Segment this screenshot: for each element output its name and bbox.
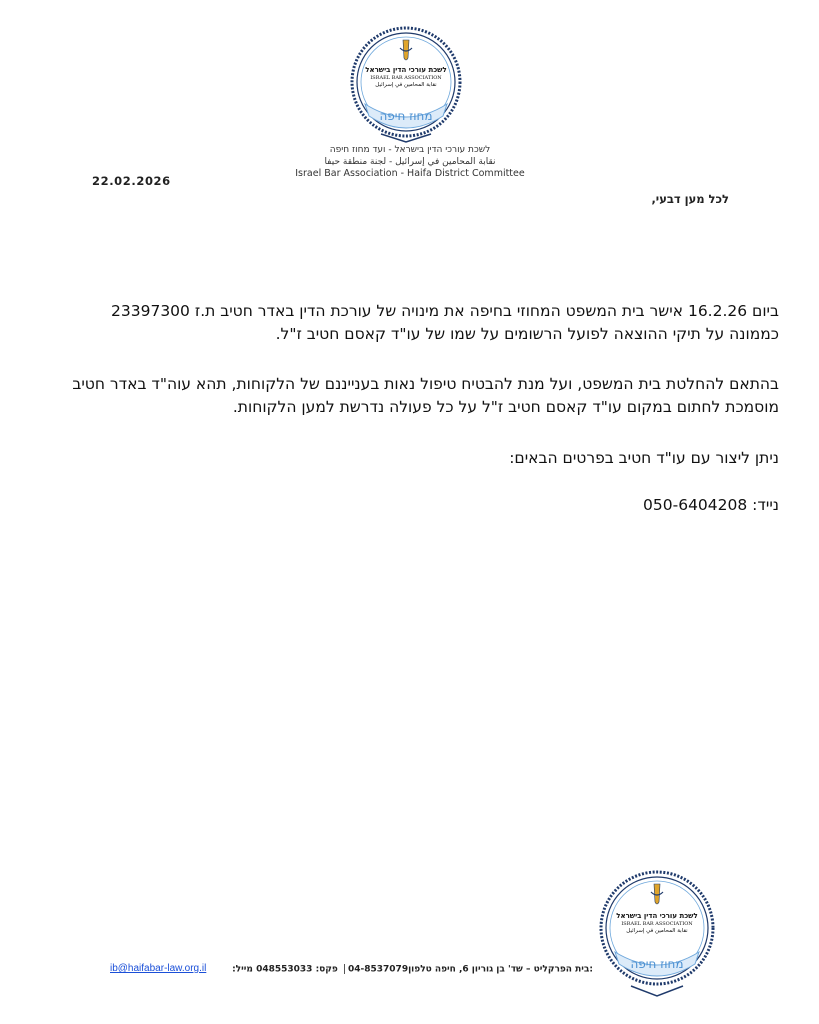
seal-hebrew-text: לשכת עורכי הדין בישראל [365, 66, 447, 74]
paragraph-line: נייד: 050-6404208 [643, 496, 779, 514]
bar-association-seal-logo [343, 24, 469, 144]
paragraph-appointment [29, 300, 779, 346]
paragraph-line: בהתאם להחלטת בית המשפט, ועל מנת להבטיח טיפול נאות בענייננם של הלקוחות, תהא עוה"ד באדר חטיב [72, 375, 779, 393]
paragraph-line: מוסמכת לחתום במקום עו"ד קאסם חטיב ז"ל על כל פעולה נדרשת למען הלקוחות. [232, 398, 779, 416]
footer-fax: פקס: 048553033 [256, 964, 338, 975]
seal-district-text: מחוז חיפה [379, 109, 433, 123]
committee-name-hebrew: לשכת עורכי הדין בישראל - ועד מחוז חיפה [329, 145, 491, 155]
paragraph-line: ביום 16.2.26 אישר בית המשפט המחוזי בחיפה את מינויה של עורכת הדין באדר חטיב ת.ז 23397300 [111, 302, 779, 320]
seal-english-text: ISRAEL BAR ASSOCIATION [370, 75, 442, 81]
footer-seal-english: ISRAEL BAR ASSOCIATION [621, 921, 693, 927]
mobile-phone [29, 494, 779, 517]
footer-seal-arabic: نقابة المحامين في إسرائيل [626, 928, 688, 934]
footer-mail-label: מייל: [232, 964, 253, 975]
paragraph-line: ניתן ליצור עם עו"ד חטיב בפרטים הבאים: [509, 449, 779, 467]
letter-date: 22.02.2026 [92, 174, 171, 188]
paragraph-line: כממונה על תיקי ההוצאה לפועל הרשומים על שמו של עו"ד קאסם חטיב ז"ל. [275, 325, 779, 343]
footer-divider [344, 964, 345, 974]
paragraph-authorization [29, 373, 779, 419]
committee-name-english: Israel Bar Association - Haifa District Committee [295, 168, 525, 179]
footer-address: :בית הפרקליט – שד' בן גוריון 6, חיפה טלפון04-8537079 [347, 964, 593, 975]
committee-heading [250, 145, 570, 180]
footer-contact-bar [232, 964, 593, 975]
committee-name-arabic: نقابة المحامين في إسرائيل - لجنة منطقة حيفا [324, 156, 496, 167]
footer-seal-logo [597, 864, 717, 1004]
footer-seal-district: מחוז חיפה [630, 957, 684, 971]
paragraph-contact-intro [29, 447, 779, 470]
footer-seal-hebrew: לשכת עורכי הדין בישראל [616, 912, 698, 920]
footer-email-link[interactable]: ib@haifabar-law.org.il [110, 963, 207, 974]
seal-arabic-text: نقابة المحامين في إسرائيل [375, 82, 437, 88]
salutation: לכל מען דבעי, [651, 192, 729, 206]
